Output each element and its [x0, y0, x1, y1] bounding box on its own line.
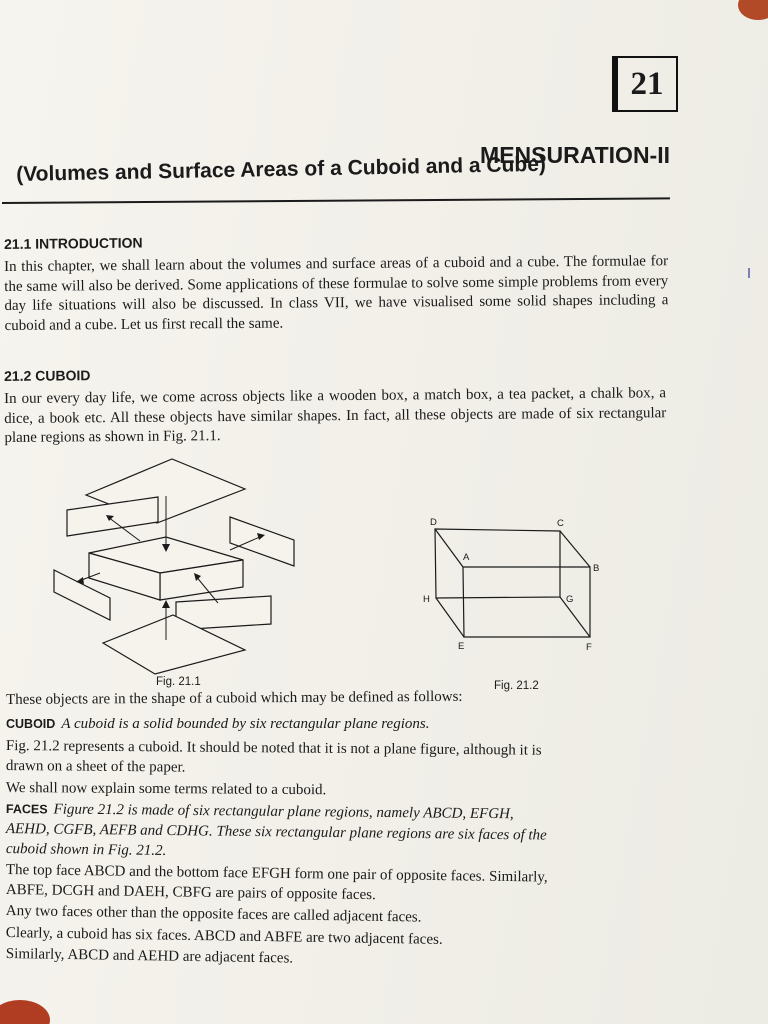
vertex-label-f: F [586, 642, 592, 652]
faces-tag: FACES [5, 801, 48, 817]
faces-text-2: AEHD, CGFB, AEFB and CDHG. These six rectangular plane regions are six faces of the [5, 821, 547, 844]
chapter-subtitle: (Volumes and Surface Areas of a Cuboid and a Cube) [16, 152, 547, 186]
vertex-label-a: A [463, 552, 470, 563]
cuboid-definition [6, 716, 429, 733]
vertex-label-b: B [593, 563, 600, 574]
clearly-line: Clearly, a cuboid has six faces. ABCD and ABFE are two adjacent faces. [5, 925, 443, 948]
opposite-faces-line-2: ABFE, DCGH and DAEH, CBFG are pairs of opposite faces. [5, 882, 376, 904]
section-heading-introduction: 21.1 INTRODUCTION [4, 234, 143, 252]
cuboid-paragraph [4, 384, 666, 448]
vertex-label-e: E [458, 641, 465, 652]
vertex-label-c: C [557, 518, 564, 529]
chapter-number: 21 [612, 56, 678, 112]
cuboid-text: In our every day life, we come across objects like a wooden box, a match box, a tea packet, a chalk box, a dice, a book etc. All these objects have similar shapes. In fact, all these objects are made of six rectangular plane regions as shown in Fig. 21.1. [4, 385, 667, 446]
opposite-faces-line-1: The top face ABCD and the bottom face EFGH form one pair of opposite faces. Similarly, [5, 862, 548, 886]
faces-line-3 [6, 841, 167, 860]
cuboid-tag: CUBOID [6, 717, 56, 731]
intro-line: These objects are in the shape of a cuboid which may be defined as follows: [6, 688, 463, 708]
fig-note-line-2: drawn on a sheet of the paper. [5, 758, 186, 776]
vertex-label-h: H [423, 594, 430, 605]
faces-line-1 [6, 801, 514, 823]
figure-21-2-cuboid [420, 512, 610, 652]
introduction-text: In this chapter, we shall learn about the volumes and surface areas of a cuboid and a cube. The formulae for the same will also be derived. Some applications of these formulae to solve some simple problems from every day life situations will also be discussed. In class VII, we have visualised some solid shapes including a cuboid and a cube. Let us first recall the same. [4, 253, 669, 334]
figure-21-2-caption: Fig. 21.2 [494, 680, 539, 692]
margin-pen-mark [748, 268, 750, 278]
vertex-label-g: G [566, 594, 574, 605]
chapter-title: MENSURATION-II [480, 142, 670, 168]
page-corner-shadow [738, 0, 768, 20]
introduction-paragraph [4, 252, 669, 336]
back-face [435, 529, 560, 598]
faces-text-1: Figure 21.2 is made of six rectangular plane regions, namely ABCD, EFGH, [53, 801, 514, 823]
vertex-label-d: D [430, 517, 437, 528]
page-corner-shadow [0, 1000, 50, 1024]
faces-text-3: cuboid shown in Fig. 21.2. [5, 841, 167, 859]
adjacent-definition: Any two faces other than the opposite faces are called adjacent faces. [5, 903, 422, 926]
figure-21-1-caption: Fig. 21.1 [156, 676, 201, 688]
section-heading-cuboid: 21.2 CUBOID [4, 367, 91, 384]
similarly-line: Similarly, ABCD and AEHD are adjacent faces. [5, 946, 294, 967]
title-rule [2, 197, 670, 204]
figure-21-1-exploded-cuboid [40, 452, 310, 682]
terms-line: We shall now explain some terms related to a cuboid. [5, 780, 327, 799]
cuboid-definition-text: A cuboid is a solid bounded by six rectangular plane regions. [61, 716, 430, 732]
fig-note-line-1: Fig. 21.2 represents a cuboid. It should be noted that it is not a plane figure, although it is [5, 738, 542, 759]
